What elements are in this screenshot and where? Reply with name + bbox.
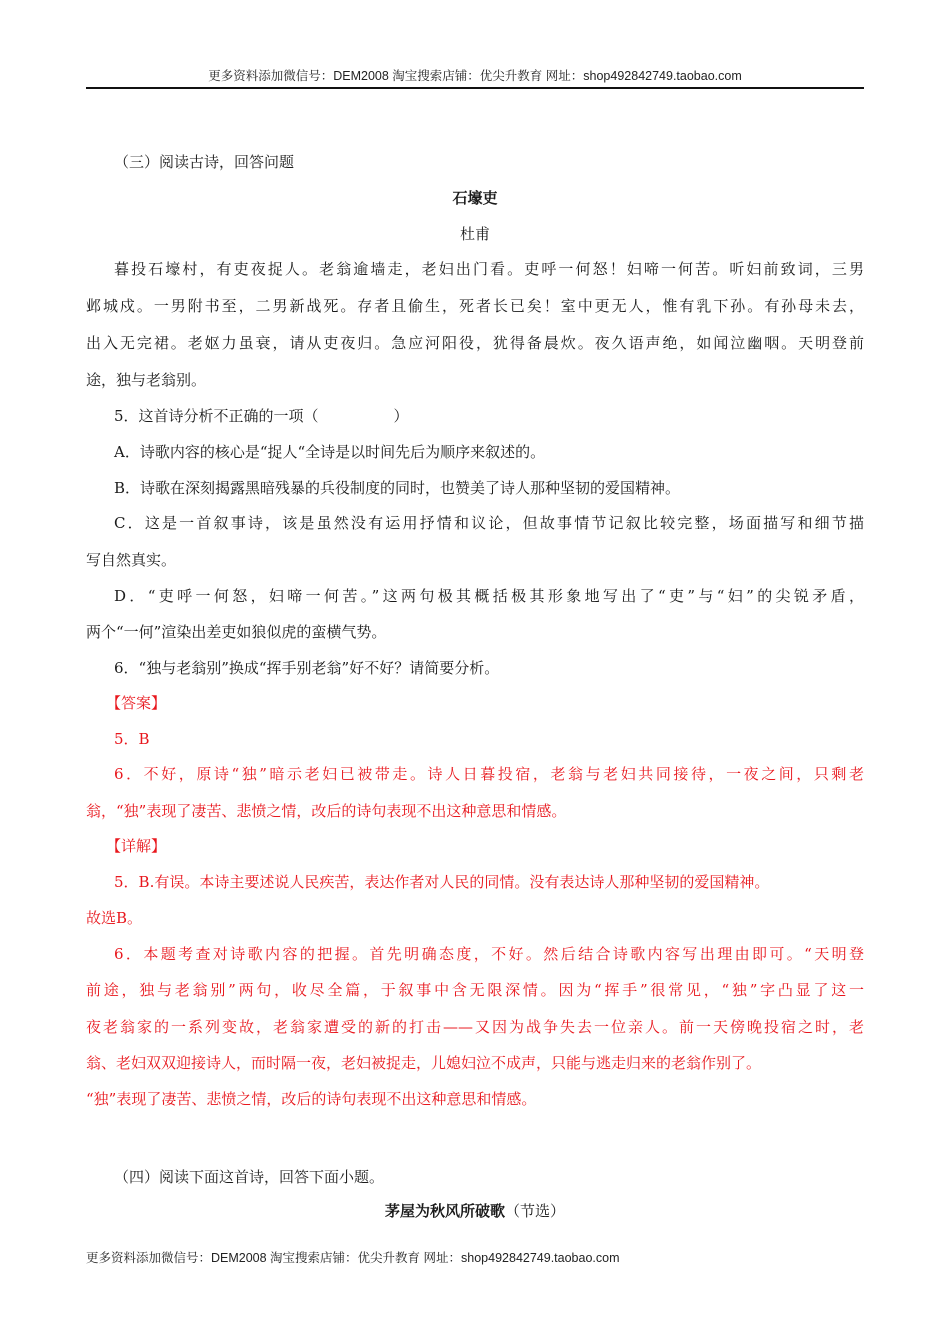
explanation-6-line-2: 前途，独与老翁别”两句，收尽全篇，于叙事中含无限深情。因为“挥手”很常见，“独”字凸显了这一 (86, 981, 864, 999)
poem-title: 石壕吏 (452, 189, 498, 207)
option-c-line-2: 写自然真实。 (86, 551, 177, 569)
poem-line-3: 出入无完裙。老妪力虽衰，请从吏夜归。急应河阳役，犹得备晨炊。夜久语声绝，如闻泣幽咽。天明登前 (86, 334, 864, 352)
poem-2-title: 茅屋为秋风所破歌 (384, 1202, 505, 1220)
poem-2-title-suffix: （节选） (505, 1202, 566, 1220)
explanation-6-line-4: 翁、老妇双双迎接诗人，而时隔一夜，老妇被捉走，儿媳妇泣不成声，只能与逃走归来的老翁作别了。 (86, 1054, 762, 1072)
poem-line-2: 邺城戍。一男附书至，二男新战死。存者且偷生，死者长已矣！室中更无人，惟有乳下孙。有孙母未去， (86, 297, 864, 315)
poem-line-4: 途，独与老翁别。 (86, 371, 207, 389)
explanation-5-line-1: 5．B.有误。本诗主要述说人民疾苦，表达作者对人民的同情。没有表达诗人那种坚韧的爱国精神。 (114, 873, 770, 891)
answer-6-line-1: 6．不好，原诗“独”暗示老妇已被带走。诗人日暮投宿，老翁与老妇共同接待，一夜之间，只剩老 (114, 765, 864, 783)
section-3-heading: （三）阅读古诗，回答问题 (114, 153, 295, 171)
poem-2-title-row (86, 1201, 864, 1221)
question-5-stem: 5．这首诗分析不正确的一项（ ） (114, 407, 409, 425)
option-a: A．诗歌内容的核心是“捉人“全诗是以时间先后为顺序来叙述的。 (114, 443, 546, 461)
section-4-heading: （四）阅读下面这首诗，回答下面小题。 (114, 1168, 385, 1186)
answer-6-line-2: 翁，“独”表现了凄苦、悲愤之情，改后的诗句表现不出这种意思和情感。 (86, 802, 567, 820)
answer-5: 5．B (114, 730, 150, 748)
explanation-6-line-1: 6．本题考查对诗歌内容的把握。首先明确态度，不好。然后结合诗歌内容写出理由即可。“天明登 (114, 945, 864, 963)
explanation-label: 【详解】 (106, 837, 167, 855)
page-header: 更多资料添加微信号：DEM2008 淘宝搜索店铺：优尖升教育 网址：shop492842749.taobao.com (208, 69, 742, 83)
answer-label: 【答案】 (106, 694, 167, 712)
header-divider (86, 87, 864, 89)
explanation-6-line-3: 夜老翁家的一系列变故，老翁家遭受的新的打击——又因为战争失去一位亲人。前一天傍晚投宿之时，老 (86, 1018, 864, 1036)
question-6-stem: 6．“独与老翁别”换成“挥手别老翁”好不好？请简要分析。 (114, 659, 500, 677)
poem-author: 杜甫 (459, 225, 490, 243)
explanation-5-line-2: 故选B。 (86, 909, 143, 927)
explanation-6-line-5: “独”表现了凄苦、悲愤之情，改后的诗句表现不出这种意思和情感。 (86, 1090, 537, 1108)
option-d-line-2: 两个“一何”渲染出差吏如狼似虎的蛮横气势。 (86, 623, 387, 641)
option-c-line-1: C．这是一首叙事诗，该是虽然没有运用抒情和议论，但故事情节记叙比较完整，场面描写和细节描 (114, 514, 864, 532)
option-d-line-1: D．“吏呼一何怒，妇啼一何苦。”这两句极其概括极其形象地写出了“吏”与“妇”的尖锐矛盾， (114, 587, 864, 605)
option-b: B．诗歌在深刻揭露黑暗残暴的兵役制度的同时，也赞美了诗人那种坚韧的爱国精神。 (114, 479, 681, 497)
poem-line-1: 暮投石壕村，有吏夜捉人。老翁逾墙走，老妇出门看。吏呼一何怒！妇啼一何苦。听妇前致词，三男 (114, 260, 864, 278)
page-footer: 更多资料添加微信号：DEM2008 淘宝搜索店铺：优尖升教育 网址：shop492842749.taobao.com (86, 1251, 620, 1265)
